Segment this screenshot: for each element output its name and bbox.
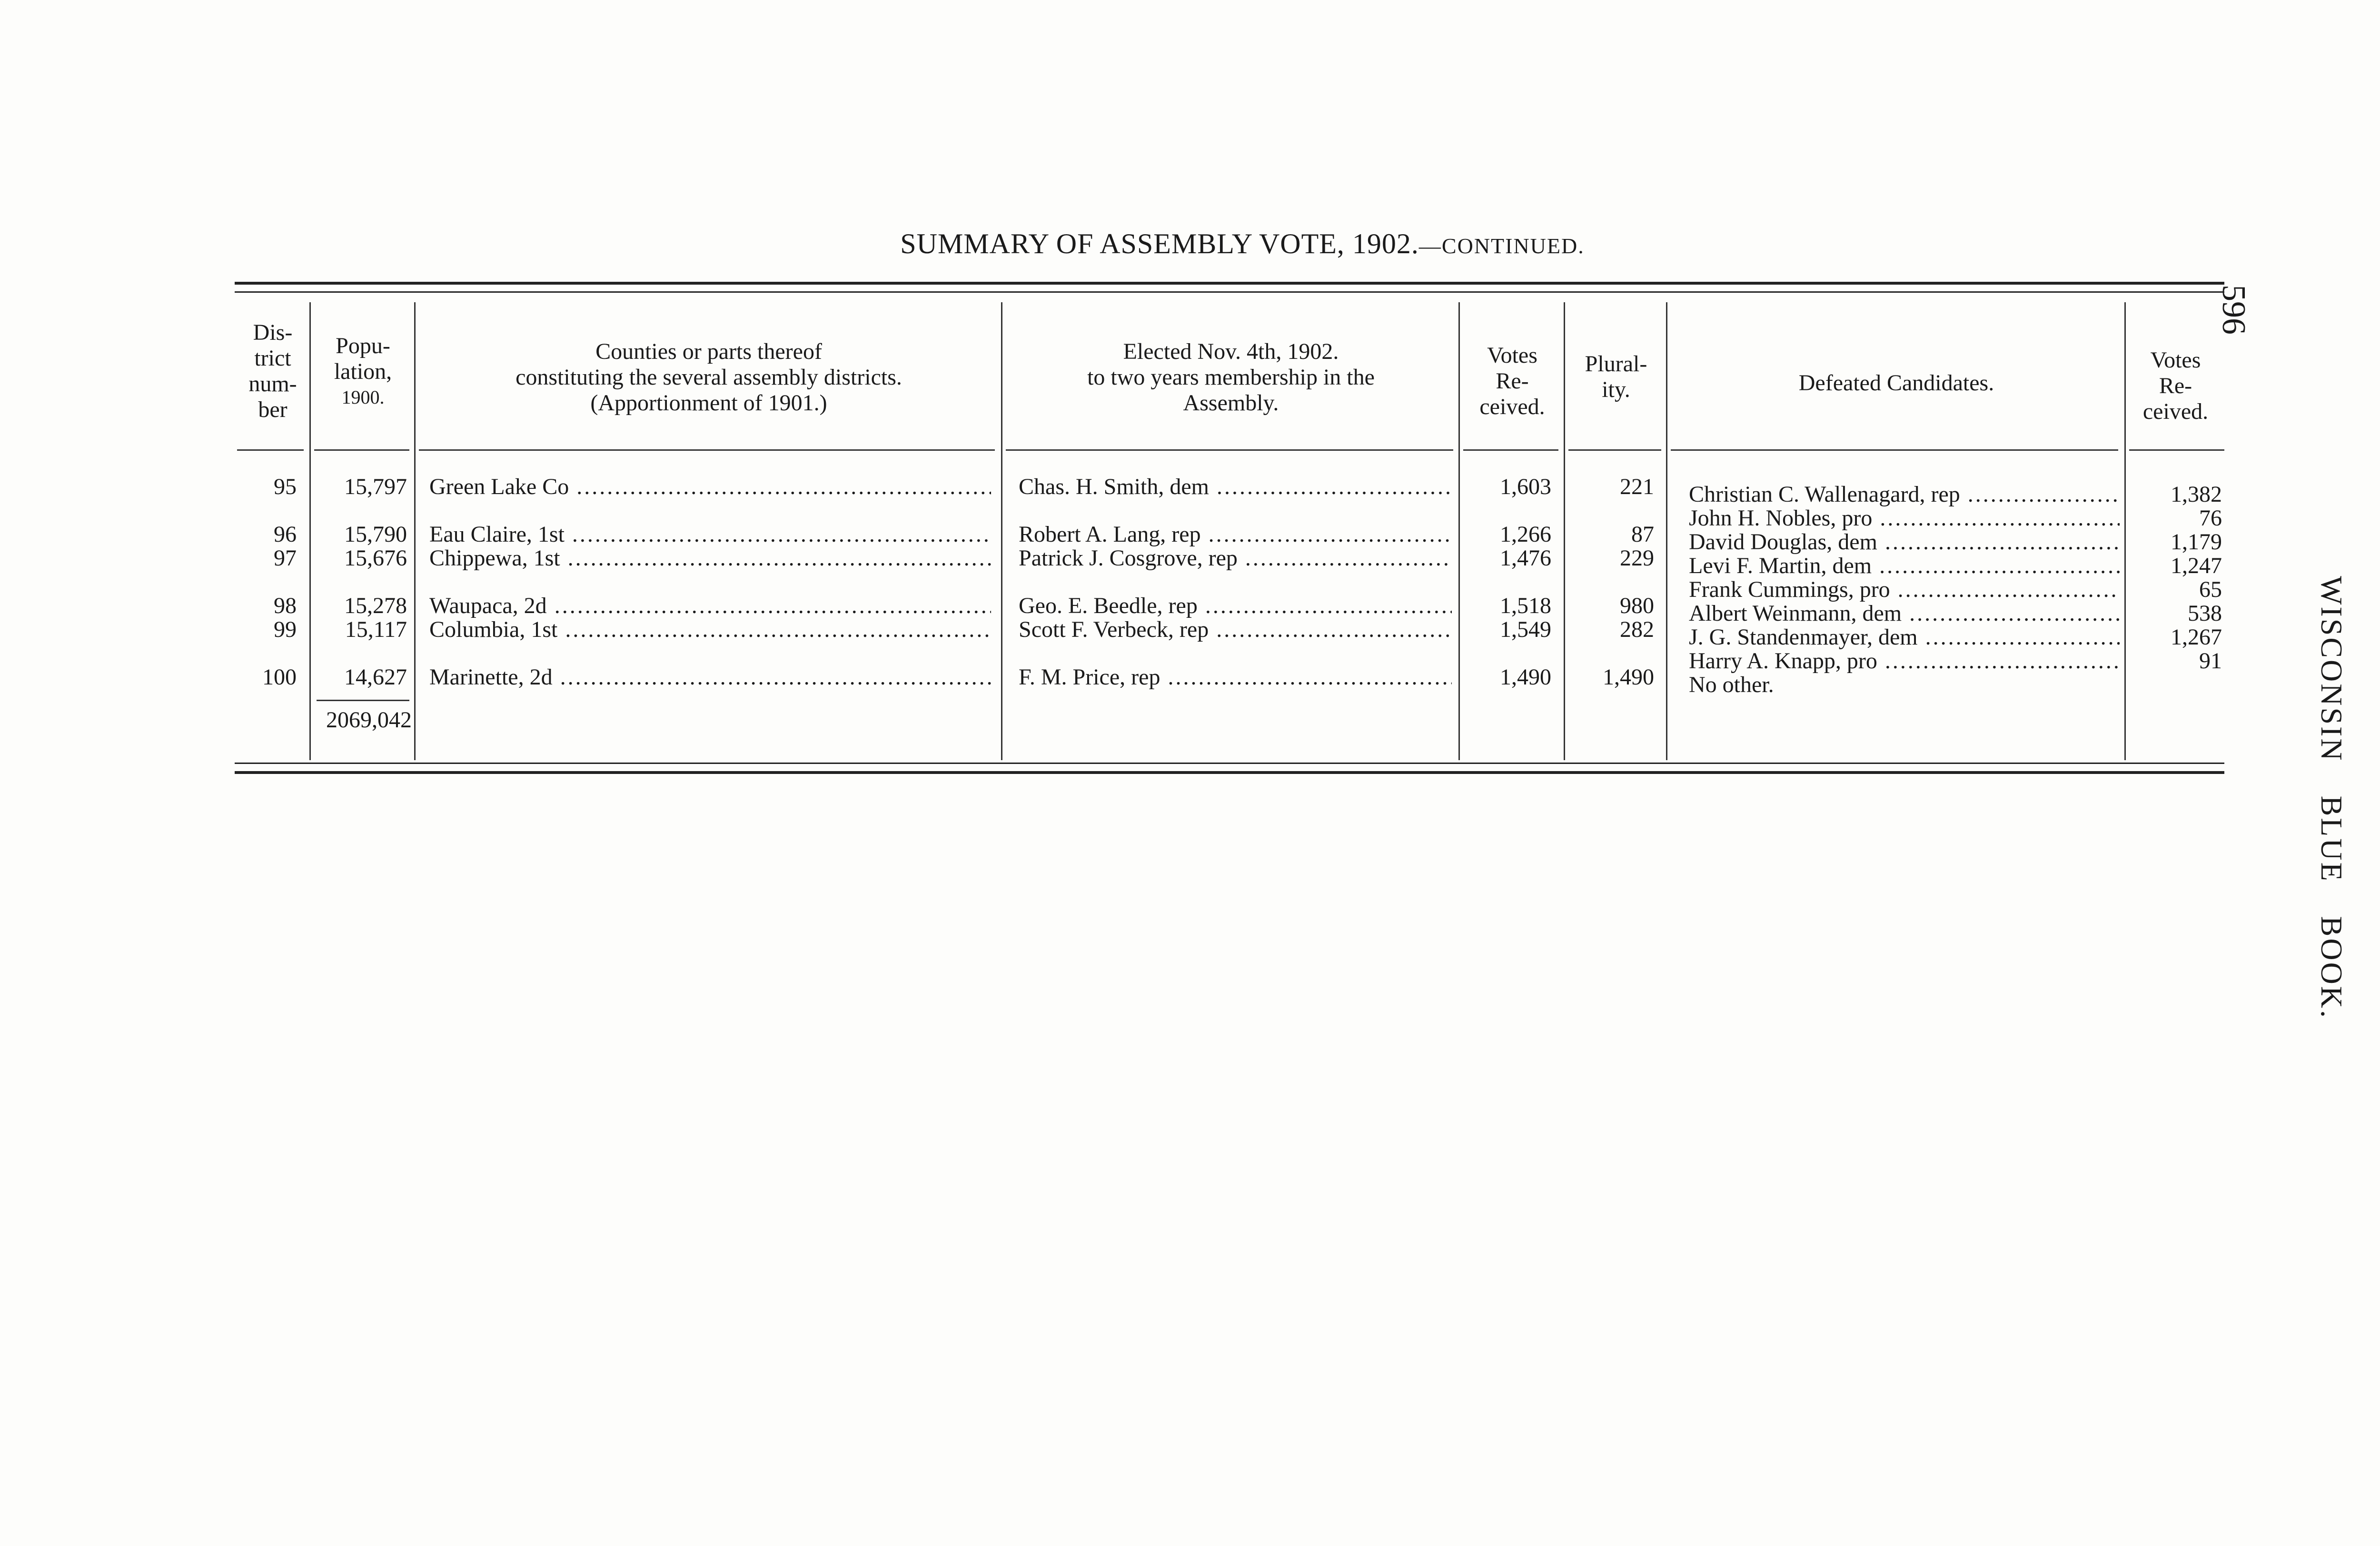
column-divider bbox=[1458, 302, 1460, 760]
population: 15,278 bbox=[344, 593, 407, 618]
bottom-rule-inner bbox=[235, 763, 2224, 764]
title-continued: —CONTINUED. bbox=[1418, 234, 1585, 258]
header-line: ber bbox=[258, 397, 288, 422]
header-underline bbox=[1006, 449, 1453, 451]
county-name: Columbia, 1st ..... bbox=[429, 617, 991, 643]
elected-member: Geo. E. Beedle, rep ..... bbox=[1019, 593, 1452, 619]
header-line: Popu- bbox=[336, 333, 390, 358]
header-line: Re- bbox=[1496, 368, 1529, 394]
defeated-candidate: Albert Weinmann, dem ..... bbox=[1689, 601, 2120, 626]
header-line: lation, bbox=[334, 359, 392, 384]
votes-received: 1,266 bbox=[1500, 522, 1551, 547]
header-line: Elected Nov. 4th, 1902. bbox=[1123, 339, 1339, 364]
defeated-votes: 65 bbox=[2199, 577, 2222, 602]
plurality: 221 bbox=[1620, 474, 1654, 499]
votes-received: 1,518 bbox=[1500, 593, 1551, 618]
defeated-votes: 76 bbox=[2199, 505, 2222, 531]
defeated-candidate: John H. Nobles, pro ..... bbox=[1689, 505, 2120, 531]
county-name: Waupaca, 2d ..... bbox=[429, 593, 991, 619]
running-head-word: BOOK. bbox=[2315, 916, 2349, 1020]
header-underline bbox=[2129, 449, 2224, 451]
running-head-word: WISCONSIN bbox=[2315, 576, 2349, 763]
district-number: 96 bbox=[274, 522, 297, 547]
votes-received: 1,549 bbox=[1500, 617, 1551, 642]
district-number: 99 bbox=[274, 617, 297, 642]
district-number: 97 bbox=[274, 545, 297, 571]
plurality: 282 bbox=[1620, 617, 1654, 642]
plurality: 87 bbox=[1631, 522, 1654, 547]
population: 15,117 bbox=[345, 617, 407, 642]
running-head bbox=[2314, 576, 2349, 1053]
header-underline bbox=[1463, 449, 1558, 451]
defeated-candidate: Christian C. Wallenagard, rep ..... bbox=[1689, 482, 2120, 507]
defeated-candidate: Harry A. Knapp, pro ..... bbox=[1689, 648, 2120, 674]
district-number: 95 bbox=[274, 474, 297, 499]
population: 15,790 bbox=[344, 522, 407, 547]
header-votes-received bbox=[1461, 343, 1564, 420]
column-divider bbox=[414, 302, 416, 760]
header-underline bbox=[1671, 449, 2118, 451]
county-name: Green Lake Co ..... bbox=[429, 474, 991, 500]
defeated-votes: 1,179 bbox=[2171, 529, 2222, 555]
defeated-candidate: David Douglas, dem ..... bbox=[1689, 529, 2120, 555]
population: 15,676 bbox=[344, 545, 407, 571]
header-elected bbox=[1003, 339, 1458, 416]
population: 14,627 bbox=[344, 664, 407, 690]
column-divider bbox=[1001, 302, 1002, 760]
page-number: 596 bbox=[2215, 285, 2252, 335]
page-title bbox=[0, 228, 2380, 260]
plurality: 1,490 bbox=[1603, 664, 1654, 690]
votes-received: 1,490 bbox=[1500, 664, 1551, 690]
plurality: 980 bbox=[1620, 593, 1654, 618]
header-line: Dis- bbox=[253, 320, 293, 345]
defeated-votes: 91 bbox=[2199, 648, 2222, 674]
title-main: SUMMARY OF ASSEMBLY VOTE, 1902. bbox=[900, 228, 1419, 259]
top-rule bbox=[235, 282, 2224, 285]
header-line: ity. bbox=[1602, 377, 1630, 402]
column-divider bbox=[2124, 302, 2126, 760]
header-underline bbox=[314, 449, 409, 451]
defeated-votes: 1,267 bbox=[2171, 624, 2222, 650]
elected-member: Scott F. Verbeck, rep ..... bbox=[1019, 617, 1452, 643]
defeated-votes: 1,382 bbox=[2171, 482, 2222, 507]
header-district bbox=[237, 320, 308, 423]
header-line: trict bbox=[254, 346, 291, 371]
header-line: Defeated Candidates. bbox=[1798, 370, 1994, 396]
column-divider bbox=[1564, 302, 1565, 760]
defeated-votes: 1,247 bbox=[2171, 553, 2222, 578]
bottom-rule bbox=[235, 771, 2224, 774]
population-total: 2069,042 bbox=[326, 707, 412, 733]
defeated-candidate: Frank Cummings, pro ..... bbox=[1689, 577, 2120, 603]
population-total-rule bbox=[317, 700, 409, 701]
population: 15,797 bbox=[344, 474, 407, 499]
header-underline bbox=[1568, 449, 1661, 451]
votes-received: 1,603 bbox=[1500, 474, 1551, 499]
defeated-candidate: J. G. Standenmayer, dem ..... bbox=[1689, 624, 2120, 650]
header-counties bbox=[416, 339, 1001, 416]
top-rule-inner bbox=[235, 291, 2224, 293]
elected-member: Patrick J. Cosgrove, rep ..... bbox=[1019, 545, 1452, 571]
county-name: Marinette, 2d ..... bbox=[429, 664, 991, 690]
header-line: (Apportionment of 1901.) bbox=[590, 390, 827, 416]
plurality: 229 bbox=[1620, 545, 1654, 571]
district-number: 98 bbox=[274, 593, 297, 618]
district-number: 100 bbox=[262, 664, 297, 690]
defeated-votes: 538 bbox=[2188, 601, 2222, 626]
header-line: ceived. bbox=[1479, 394, 1545, 419]
header-line: 1900. bbox=[341, 386, 385, 408]
elected-member: Robert A. Lang, rep ..... bbox=[1019, 522, 1452, 547]
elected-member: Chas. H. Smith, dem ..... bbox=[1019, 474, 1452, 500]
header-line: Plural- bbox=[1585, 351, 1647, 377]
header-underline bbox=[237, 449, 304, 451]
header-line: Assembly. bbox=[1183, 390, 1279, 416]
header-population bbox=[312, 333, 414, 410]
defeated-candidate: No other. bbox=[1689, 672, 1774, 697]
header-line: Counties or parts thereof bbox=[595, 339, 822, 364]
votes-received: 1,476 bbox=[1500, 545, 1551, 571]
header-plurality bbox=[1566, 351, 1666, 403]
column-divider bbox=[1666, 302, 1667, 760]
county-name: Chippewa, 1st ..... bbox=[429, 545, 991, 571]
elected-member: F. M. Price, rep ..... bbox=[1019, 664, 1452, 690]
header-underline bbox=[419, 449, 995, 451]
header-line: Re- bbox=[2159, 373, 2192, 398]
header-line: num- bbox=[248, 371, 297, 396]
header-line: Votes bbox=[1487, 343, 1537, 368]
header-line: Votes bbox=[2150, 347, 2201, 373]
header-line: to two years membership in the bbox=[1087, 365, 1375, 390]
header-line: ceived. bbox=[2142, 399, 2209, 424]
column-divider bbox=[309, 302, 311, 760]
header-line: constituting the several assembly districts. bbox=[516, 365, 902, 390]
header-defeated bbox=[1668, 370, 2124, 396]
defeated-candidate: Levi F. Martin, dem ..... bbox=[1689, 553, 2120, 579]
running-head-word: BLUE bbox=[2315, 795, 2349, 883]
header-defeated-votes bbox=[2127, 347, 2224, 425]
county-name: Eau Claire, 1st ..... bbox=[429, 522, 991, 547]
